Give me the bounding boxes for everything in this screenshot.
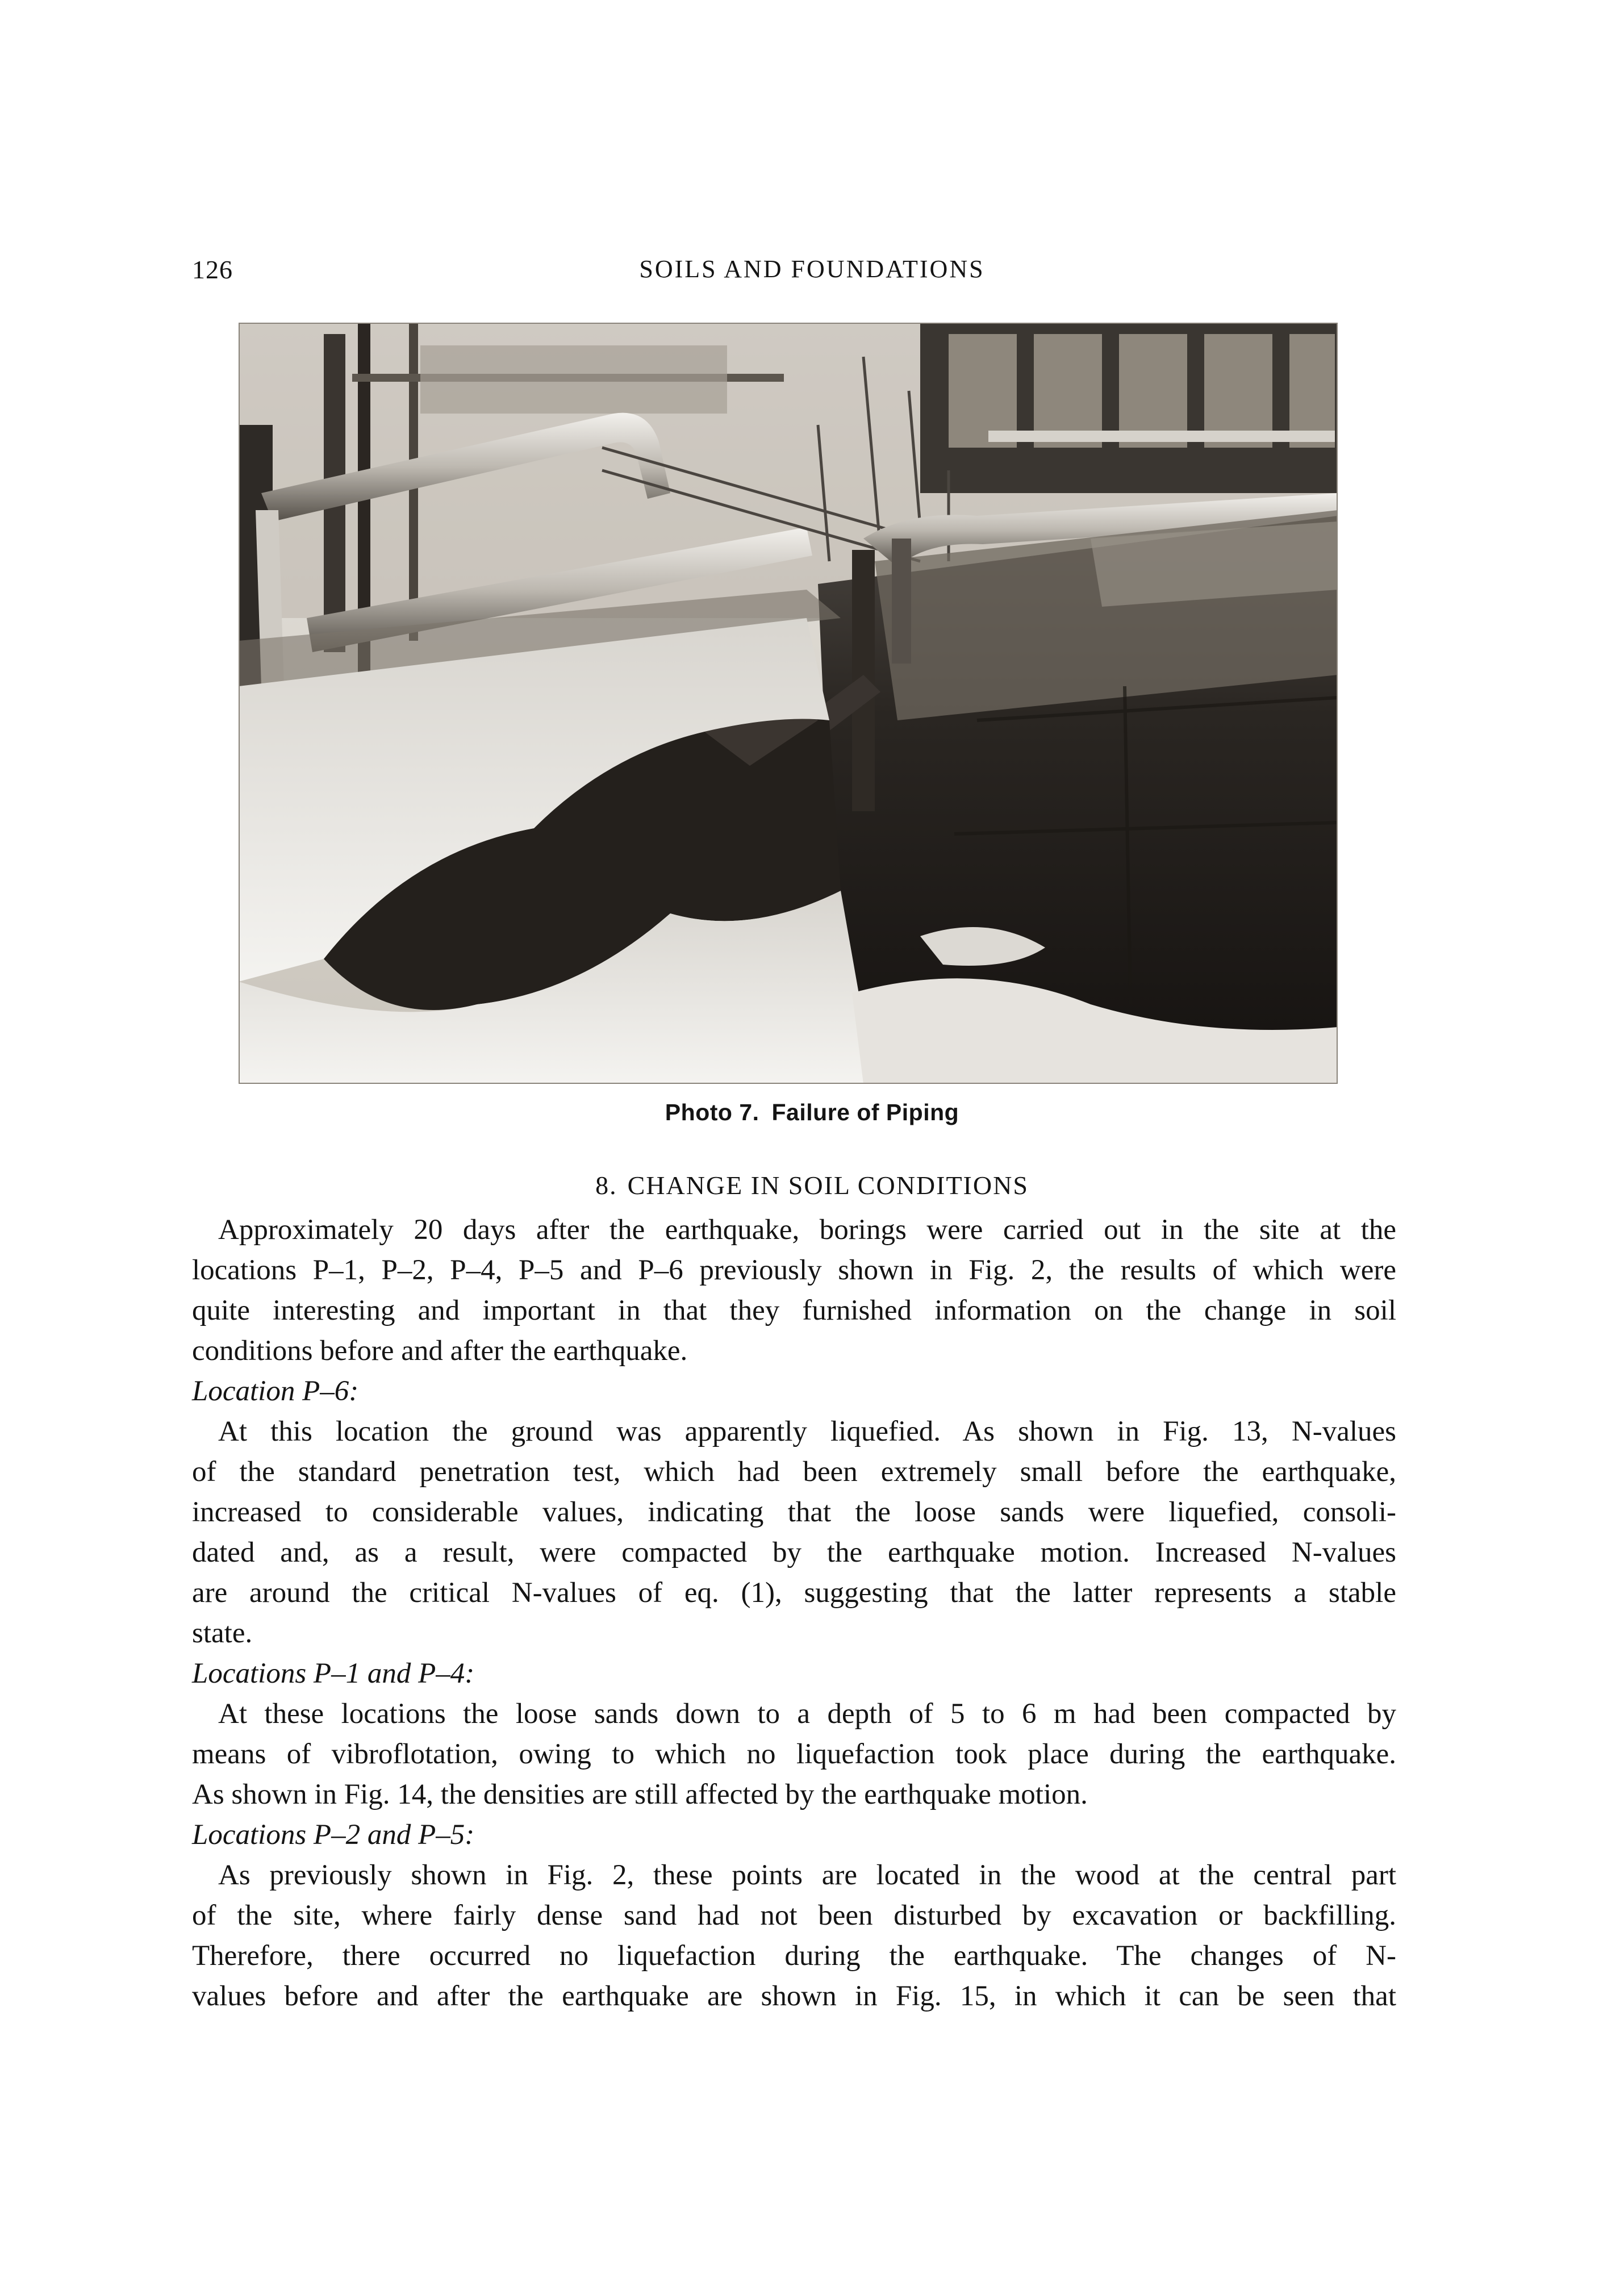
- section-heading: [0, 1170, 1624, 1200]
- text-line: of the standard penetration test, which had been extremely small before the earthquake,: [192, 1456, 1396, 1488]
- text-line: increased to considerable values, indicating that the loose sands were liquefied, consoli-: [192, 1496, 1396, 1528]
- text-line: dated and, as a result, were compacted by the earthquake motion. Increased N-values: [192, 1537, 1396, 1568]
- text-line: of the site, where fairly dense sand had not been disturbed by excavation or backfilling.: [192, 1900, 1396, 1931]
- subheading-location-p6: Location P–6:: [192, 1375, 359, 1407]
- journal-title: SOILS AND FOUNDATIONS: [639, 255, 985, 283]
- text-line: As shown in Fig. 14, the densities are still affected by the earthquake motion.: [192, 1779, 1088, 1810]
- running-head: [0, 254, 1624, 289]
- text-line: Approximately 20 days after the earthquake, borings were carried out in the site at the: [218, 1214, 1396, 1246]
- photo-failure-of-piping: [239, 323, 1338, 1084]
- figure-caption: [0, 1099, 1624, 1126]
- text-line: At these locations the loose sands down to a depth of 5 to 6 m had been compacted by: [218, 1698, 1396, 1730]
- text-line: Therefore, there occurred no liquefaction during the earthquake. The changes of N-: [192, 1940, 1396, 1972]
- text-line: At this location the ground was apparently liquefied. As shown in Fig. 13, N-values: [218, 1416, 1396, 1447]
- page-number: 126: [192, 255, 233, 284]
- text-line: are around the critical N-values of eq. (1), suggesting that the latter represents a stable: [192, 1577, 1396, 1609]
- text-line: conditions before and after the earthquake.: [192, 1335, 688, 1367]
- figure-title: Failure of Piping: [771, 1099, 959, 1125]
- section-number: 8.: [595, 1171, 617, 1200]
- body-text: [192, 1210, 1396, 2017]
- subheading-locations-p1-p4: Locations P–1 and P–4:: [192, 1658, 475, 1689]
- subheading-locations-p2-p5: Locations P–2 and P–5:: [192, 1819, 475, 1851]
- text-line: locations P–1, P–2, P–4, P–5 and P–6 previously shown in Fig. 2, the results of which were: [192, 1254, 1396, 1286]
- text-line: quite interesting and important in that they furnished information on the change in soil: [192, 1295, 1396, 1326]
- text-line: state.: [192, 1617, 253, 1649]
- text-line: values before and after the earthquake are shown in Fig. 15, in which it can be seen that: [192, 1980, 1396, 2012]
- text-line: As previously shown in Fig. 2, these points are located in the wood at the central part: [218, 1859, 1396, 1891]
- section-title: CHANGE IN SOIL CONDITIONS: [627, 1171, 1029, 1200]
- piping-failure-photo-icon: [239, 323, 1338, 1084]
- text-line: means of vibroflotation, owing to which no liquefaction took place during the earthquake.: [192, 1738, 1396, 1770]
- figure-label: Photo 7.: [665, 1099, 759, 1125]
